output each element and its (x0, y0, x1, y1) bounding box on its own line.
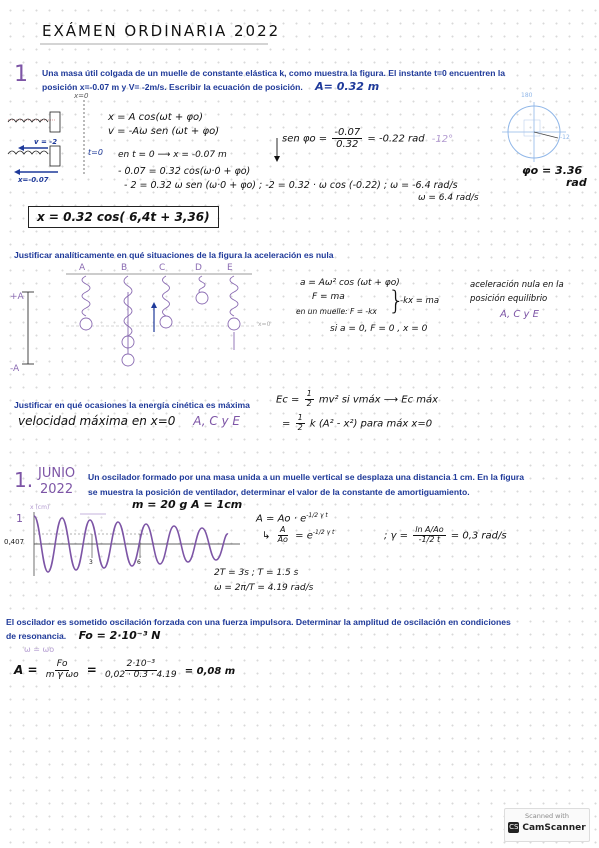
q4-number: 1. (14, 468, 34, 492)
q4-eq2-num: A (280, 525, 286, 534)
q4-omega: ω = 2π/T = 4.19 rad/s (214, 583, 314, 593)
q3-answer-pts: A, C y E (193, 414, 241, 428)
q4-eq3 (384, 526, 507, 545)
q4-t3: 3 (89, 559, 93, 566)
q3-ec2-pre: = (282, 418, 291, 430)
q1-phi-unit: rad (566, 176, 587, 189)
q5-frac2 (103, 660, 179, 681)
q3-ec (276, 390, 438, 409)
q5-text-line1: El oscilador es sometido oscilación forzada con una fuerza impulsora. Determinar la amplitud de oscilación en condiciones (6, 617, 511, 627)
q2-eq5: si a = 0, F = 0 , x = 0 (330, 324, 428, 334)
q3-ec2-num: 1 (297, 413, 303, 422)
q4-text-line2: se muestra la posición de ventilador, determinar el valor de la constante de amortiguamiento. (88, 487, 470, 497)
q5-num2: 2·10⁻³ (126, 659, 155, 669)
q1-sen-frac (332, 127, 362, 150)
q4-eq3-num: ln A/Ao (415, 525, 444, 534)
q3-answer (18, 414, 240, 428)
q5-f0: Fo = 2·10⁻³ N (78, 629, 161, 642)
q1-fig-x0: x=0 (74, 92, 89, 100)
q4-eq1-base: A = Ao · e (256, 513, 307, 525)
q2-text: Justificar analíticamente en qué situaciones de la figura la aceleración es nula (14, 250, 334, 260)
q5-frac1 (44, 660, 81, 681)
q3-ec2-rest: k (A² - x²) para máx x=0 (309, 418, 433, 430)
q3-ec2-frac (296, 414, 305, 433)
q1-circle-180: 180 (521, 92, 533, 99)
q1-number: 1 (14, 62, 28, 87)
q3-ec2-den: 2 (297, 422, 303, 432)
q1-sen-left: sen φo = (282, 133, 328, 145)
q5-text-line2-content: de resonancia. (6, 631, 67, 641)
q2-label-c: C (159, 263, 166, 273)
q4-given: m = 20 g A = 1cm (132, 498, 243, 511)
q5-w: ω = ωo (24, 645, 55, 654)
q2-eq2: F = ma (312, 292, 345, 302)
q2-note1: aceleración nula en la (470, 280, 564, 290)
title-underline (40, 42, 270, 46)
q1-text-line1: Una masa útil colgada de un muelle de constante elástica k, como muestra la figura. El instante t=0 encuentren la (42, 68, 506, 78)
q4-eq2-den: Ao (277, 534, 288, 544)
q2-springs-figure (6, 262, 286, 380)
q2-eq4: -kx = ma (400, 296, 440, 306)
q2-answer: A, C y E (500, 309, 539, 320)
q5-num: Fo (56, 659, 68, 669)
q5-den: m γ ωo (45, 669, 79, 680)
q1-fig-v: v = -2 (34, 138, 58, 146)
q4-axis-y: x (cm) (30, 504, 50, 511)
camscanner-logo (505, 822, 589, 833)
q1-circle-top: -12 (560, 134, 570, 141)
q2-eq1: a = Aω² cos (ωt + φo) (300, 278, 400, 288)
q1-eq-x: x = A cos(ωt + φo) (108, 112, 204, 123)
q5-result: = 0,08 m (184, 665, 236, 677)
q1-spring-figure (6, 90, 106, 180)
q1-sen-num: -0.07 (334, 127, 361, 138)
q4-eq2-exp: -1/2 γ t (312, 528, 335, 536)
q2-label-d: D (195, 263, 202, 273)
q1-fig-x: x=-0.07 (18, 176, 49, 184)
q1-phi-result: φo = 3.36 (522, 164, 583, 177)
q4-eq2-frac (276, 526, 290, 545)
page-title: EXÁMEN ORDINARIA 2022 (42, 22, 281, 40)
q1-text-line2-content: posición x=-0.07 m y V= -2m/s. Escribir la ecuación de posición. (42, 82, 303, 92)
q1-amplitude: A= 0.32 m (315, 80, 380, 93)
q4-t6: 6 (137, 559, 141, 566)
q5-text-line2 (6, 629, 160, 643)
q4-eq1-exp: -1/2 γ t (306, 512, 328, 519)
camscanner-badge (504, 808, 590, 842)
q2-label-a: A (79, 263, 86, 273)
q1-sen-phi (282, 127, 453, 150)
q1-arrow-down (272, 138, 282, 164)
q2-note2: posición equilibrio (470, 294, 548, 304)
q3-ec-frac (305, 390, 314, 409)
q4-junio: JUNIO (38, 466, 76, 481)
q1-sen-den: 0.32 (336, 139, 359, 150)
q2-brace: } (388, 286, 405, 316)
q1-result-box: x = 0.32 cos( 6,4t + 3,36) (28, 206, 219, 228)
q4-eq2-arrow: ↳ (262, 530, 271, 542)
q5-eq-sign: = (86, 662, 97, 677)
q5-den2: 0,02 · 0.3 · 4.19 (105, 669, 177, 680)
q4-eq3-lhs: ; γ = (384, 530, 409, 542)
scanned-with-label: Scanned with (525, 812, 569, 820)
camscanner-brand: CamScanner (522, 822, 586, 833)
q3-text: Justificar en qué ocasiones la energía cinética es máxima (14, 400, 250, 410)
q4-eq3-res: = 0,3 rad/s (450, 530, 507, 542)
q4-eq3-den: -1/2 t (418, 534, 441, 544)
camscanner-icon: CS (509, 823, 519, 831)
q4-eq2 (262, 526, 334, 545)
q3-ec-label: Ec = (276, 394, 300, 406)
q3-ec2 (282, 414, 432, 433)
q2-plus-a: +A (10, 292, 24, 302)
q2-eq3: en un muelle: F = -kx (296, 307, 377, 316)
q4-y2: 0,407 (4, 538, 25, 546)
q1-eq-sen: - 2 = 0.32 ω sen (ω·0 + φo) ; -2 = 0.32 · ω cos (-0.22) ; ω = -6.4 rad/s (124, 180, 458, 191)
q4-eq3-frac (413, 526, 445, 545)
q1-sen-deg: -12° (431, 133, 454, 145)
q2-minus-a: -A (10, 364, 20, 374)
q1-eq-w: ω = 6.4 rad/s (418, 193, 479, 203)
q5-lhs: A = (14, 662, 38, 677)
q2-label-b: B (121, 263, 128, 273)
q1-eq-cos: - 0.07 = 0.32 cos(ω·0 + φo) (118, 166, 251, 177)
q1-fig-t0: t=0 (88, 148, 103, 157)
q4-eq1 (256, 512, 328, 524)
q4-year: 2022 (40, 482, 74, 497)
q2-label-e: E (227, 263, 233, 273)
q2-x0: x=0 (258, 321, 271, 328)
q3-ec-rest: mv² si vmáx ⟶ Ec máx (318, 394, 439, 406)
q5-formula (14, 660, 235, 681)
q4-eq2-mid: = e (295, 530, 313, 542)
q3-ec-num: 1 (306, 389, 312, 398)
q4-y1: 1 (16, 512, 23, 525)
q1-eq-v: v = -Aω sen (ωt + φo) (108, 126, 220, 137)
q3-ec-den: 2 (306, 398, 312, 408)
q1-eq-t0: en t = 0 ⟶ x = -0.07 m (118, 150, 227, 160)
q1-sen-result: = -0.22 rad (367, 133, 425, 145)
q4-period: 2T = 3s ; T = 1.5 s (214, 568, 299, 578)
q3-answer-left: velocidad máxima en x=0 (18, 414, 176, 428)
q4-text-line1: Un oscilador formado por una masa unida a un muelle vertical se desplaza una distancia 1 cm. En la figura (88, 472, 525, 482)
